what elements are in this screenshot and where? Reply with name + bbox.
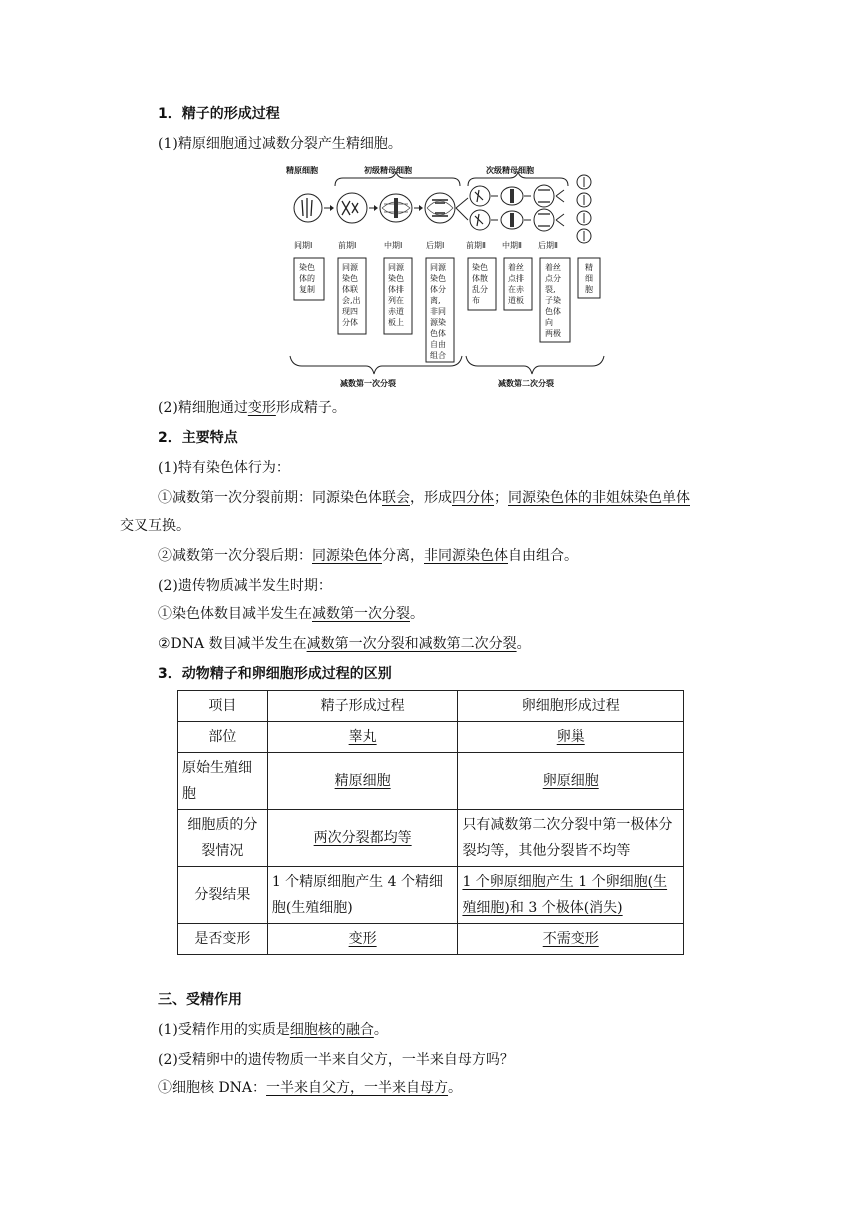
svg-text:自由: 自由 — [430, 340, 446, 349]
para-nuclear-dna: ①细胞核 DNA：一半来自父方，一半来自母方。 — [158, 1080, 463, 1096]
svg-text:点排: 点排 — [508, 274, 524, 283]
phase-label: 后期Ⅱ — [538, 241, 558, 250]
label-primary-spermatocyte: 初级精母细胞 — [364, 166, 412, 175]
para-question: (2)受精卵中的遗传物质一半来自父方，一半来自母方吗？ — [158, 1052, 514, 1068]
table-cell: 变形 — [267, 924, 458, 955]
table-cell: 卵原细胞 — [458, 753, 684, 810]
svg-text:着丝: 着丝 — [508, 263, 524, 272]
svg-text:两极: 两极 — [545, 329, 561, 338]
svg-text:布: 布 — [472, 296, 480, 305]
svg-text:子染: 子染 — [545, 296, 561, 305]
table-row — [178, 722, 684, 753]
svg-text:向: 向 — [545, 318, 553, 327]
svg-text:同源: 同源 — [388, 263, 404, 272]
desc-box-metaphase1 — [384, 258, 412, 334]
svg-text:赤道: 赤道 — [388, 307, 404, 316]
label-meiosis-2: 减数第二次分裂 — [498, 379, 554, 388]
svg-text:非同: 非同 — [430, 307, 446, 316]
label-spermatogonium: 精原细胞 — [286, 166, 318, 175]
svg-text:同源: 同源 — [430, 263, 446, 272]
cell-interphase-icon — [294, 194, 322, 222]
para-crossover: 交叉互换。 — [120, 518, 190, 534]
desc-box-anaphase1 — [426, 258, 454, 362]
label-secondary-spermatocyte: 次级精母细胞 — [486, 166, 534, 175]
svg-text:体联: 体联 — [342, 285, 358, 294]
table-row — [178, 810, 684, 867]
svg-text:会,出: 会,出 — [342, 296, 361, 305]
table-row — [178, 867, 684, 924]
para-spermatid-transform: (2)精细胞通过变形形成精子。 — [158, 400, 346, 416]
phase-label: 前期Ⅰ — [338, 241, 357, 250]
cell-prophase1-icon — [337, 193, 367, 223]
table-cell: 只有减数第二次分裂中第一极体分裂均等，其他分裂皆不均等 — [458, 810, 684, 867]
cell-metaphase1-icon — [380, 194, 412, 222]
svg-text:染色: 染色 — [299, 263, 315, 272]
svg-text:染色: 染色 — [472, 263, 488, 272]
table-row — [178, 924, 684, 955]
heading-comparison: 3．动物精子和卵细胞形成过程的区别 — [158, 666, 392, 682]
svg-text:色体: 色体 — [430, 329, 446, 338]
svg-text:板上: 板上 — [388, 318, 404, 327]
svg-text:在赤: 在赤 — [508, 285, 524, 294]
svg-text:细: 细 — [585, 274, 593, 283]
table-cell: 两次分裂都均等 — [267, 810, 458, 867]
svg-text:离,: 离, — [430, 296, 441, 305]
phase-label: 中期Ⅱ — [502, 241, 522, 250]
table-cell: 细胞质的分裂情况 — [178, 810, 268, 867]
phase-label: 后期Ⅰ — [426, 241, 445, 250]
heading-main-features: 2．主要特点 — [158, 430, 238, 446]
svg-text:体散: 体散 — [472, 274, 488, 283]
svg-text:胞: 胞 — [585, 285, 593, 294]
table-cell: 精子形成过程 — [267, 691, 458, 722]
para-spermatogonia: (1)精原细胞通过减数分裂产生精细胞。 — [158, 136, 402, 152]
phase-label: 间期Ⅰ — [294, 241, 313, 250]
svg-text:着丝: 着丝 — [545, 263, 561, 272]
svg-text:乱分: 乱分 — [472, 285, 488, 294]
svg-text:道板: 道板 — [508, 296, 524, 305]
desc-box-interphase — [294, 258, 324, 300]
table-cell: 精原细胞 — [267, 753, 458, 810]
heading-sperm-formation: 1．精子的形成过程 — [158, 106, 280, 122]
svg-text:现四: 现四 — [342, 307, 358, 316]
svg-text:分体: 分体 — [342, 318, 358, 327]
cell-anaphase1-icon — [425, 193, 455, 223]
svg-text:染色: 染色 — [430, 274, 446, 283]
svg-text:色体: 色体 — [545, 307, 561, 316]
para-chromosome-behavior: (1)特有染色体行为： — [158, 460, 290, 476]
table-cell: 卵巢 — [458, 722, 684, 753]
svg-text:组合: 组合 — [430, 351, 446, 360]
phase-label: 前期Ⅱ — [466, 241, 486, 250]
meiosis-diagram — [280, 160, 610, 390]
para-dna-halving: ②DNA 数目减半发生在减数第一次分裂和减数第二次分裂。 — [158, 636, 531, 652]
table-cell: 不需变形 — [458, 924, 684, 955]
table-cell: 1 个精原细胞产生 4 个精细胞(生殖细胞) — [267, 867, 458, 924]
table-row — [178, 753, 684, 810]
para-fertilization-essence: (1)受精作用的实质是细胞核的融合。 — [158, 1022, 388, 1038]
cell-prophase2-icon — [470, 186, 490, 230]
label-meiosis-1: 减数第一次分裂 — [340, 379, 396, 388]
table-cell: 卵细胞形成过程 — [458, 691, 684, 722]
svg-text:体的: 体的 — [299, 274, 315, 283]
cell-metaphase2-icon — [501, 187, 523, 229]
table-row — [178, 691, 684, 722]
svg-text:同源: 同源 — [342, 263, 358, 272]
para-chromosome-halving: ①染色体数目减半发生在减数第一次分裂。 — [158, 606, 424, 622]
heading-fertilization: 三、受精作用 — [158, 992, 242, 1008]
spermatid-cells-icon — [577, 175, 591, 243]
phase-label: 中期Ⅰ — [384, 241, 403, 250]
desc-box-metaphase2 — [504, 258, 532, 310]
table-cell: 部位 — [178, 722, 268, 753]
svg-text:列在: 列在 — [388, 296, 404, 305]
table-cell: 是否变形 — [178, 924, 268, 955]
svg-text:裂,: 裂, — [545, 285, 556, 294]
comparison-table — [177, 690, 684, 955]
table-cell: 项目 — [178, 691, 268, 722]
para-halving-period: (2)遗传物质减半发生时期： — [158, 578, 332, 594]
desc-box-spermatid — [578, 258, 600, 298]
desc-box-prophase2 — [468, 258, 496, 310]
svg-text:点分: 点分 — [545, 274, 561, 283]
table-cell: 原始生殖细胞 — [178, 753, 268, 810]
svg-text:源染: 源染 — [430, 318, 446, 327]
table-cell: 1 个卵原细胞产生 1 个卵细胞(生殖细胞)和 3 个极体(消失) — [458, 867, 684, 924]
cell-anaphase2-icon — [534, 185, 554, 231]
table-cell: 分裂结果 — [178, 867, 268, 924]
svg-text:染色: 染色 — [342, 274, 358, 283]
para-anaphase1: ②减数第一次分裂后期：同源染色体分离，非同源染色体自由组合。 — [158, 548, 578, 564]
para-prophase1: ①减数第一次分裂前期：同源染色体联会，形成四分体；同源染色体的非姐妹染色单体 — [158, 490, 690, 506]
svg-text:体分: 体分 — [430, 285, 446, 294]
svg-text:体排: 体排 — [388, 285, 404, 294]
desc-box-prophase1 — [338, 258, 366, 334]
svg-text:染色: 染色 — [388, 274, 404, 283]
svg-text:精: 精 — [585, 263, 593, 272]
desc-box-anaphase2 — [540, 258, 570, 342]
table-cell: 睾丸 — [267, 722, 458, 753]
svg-text:复制: 复制 — [299, 285, 315, 294]
